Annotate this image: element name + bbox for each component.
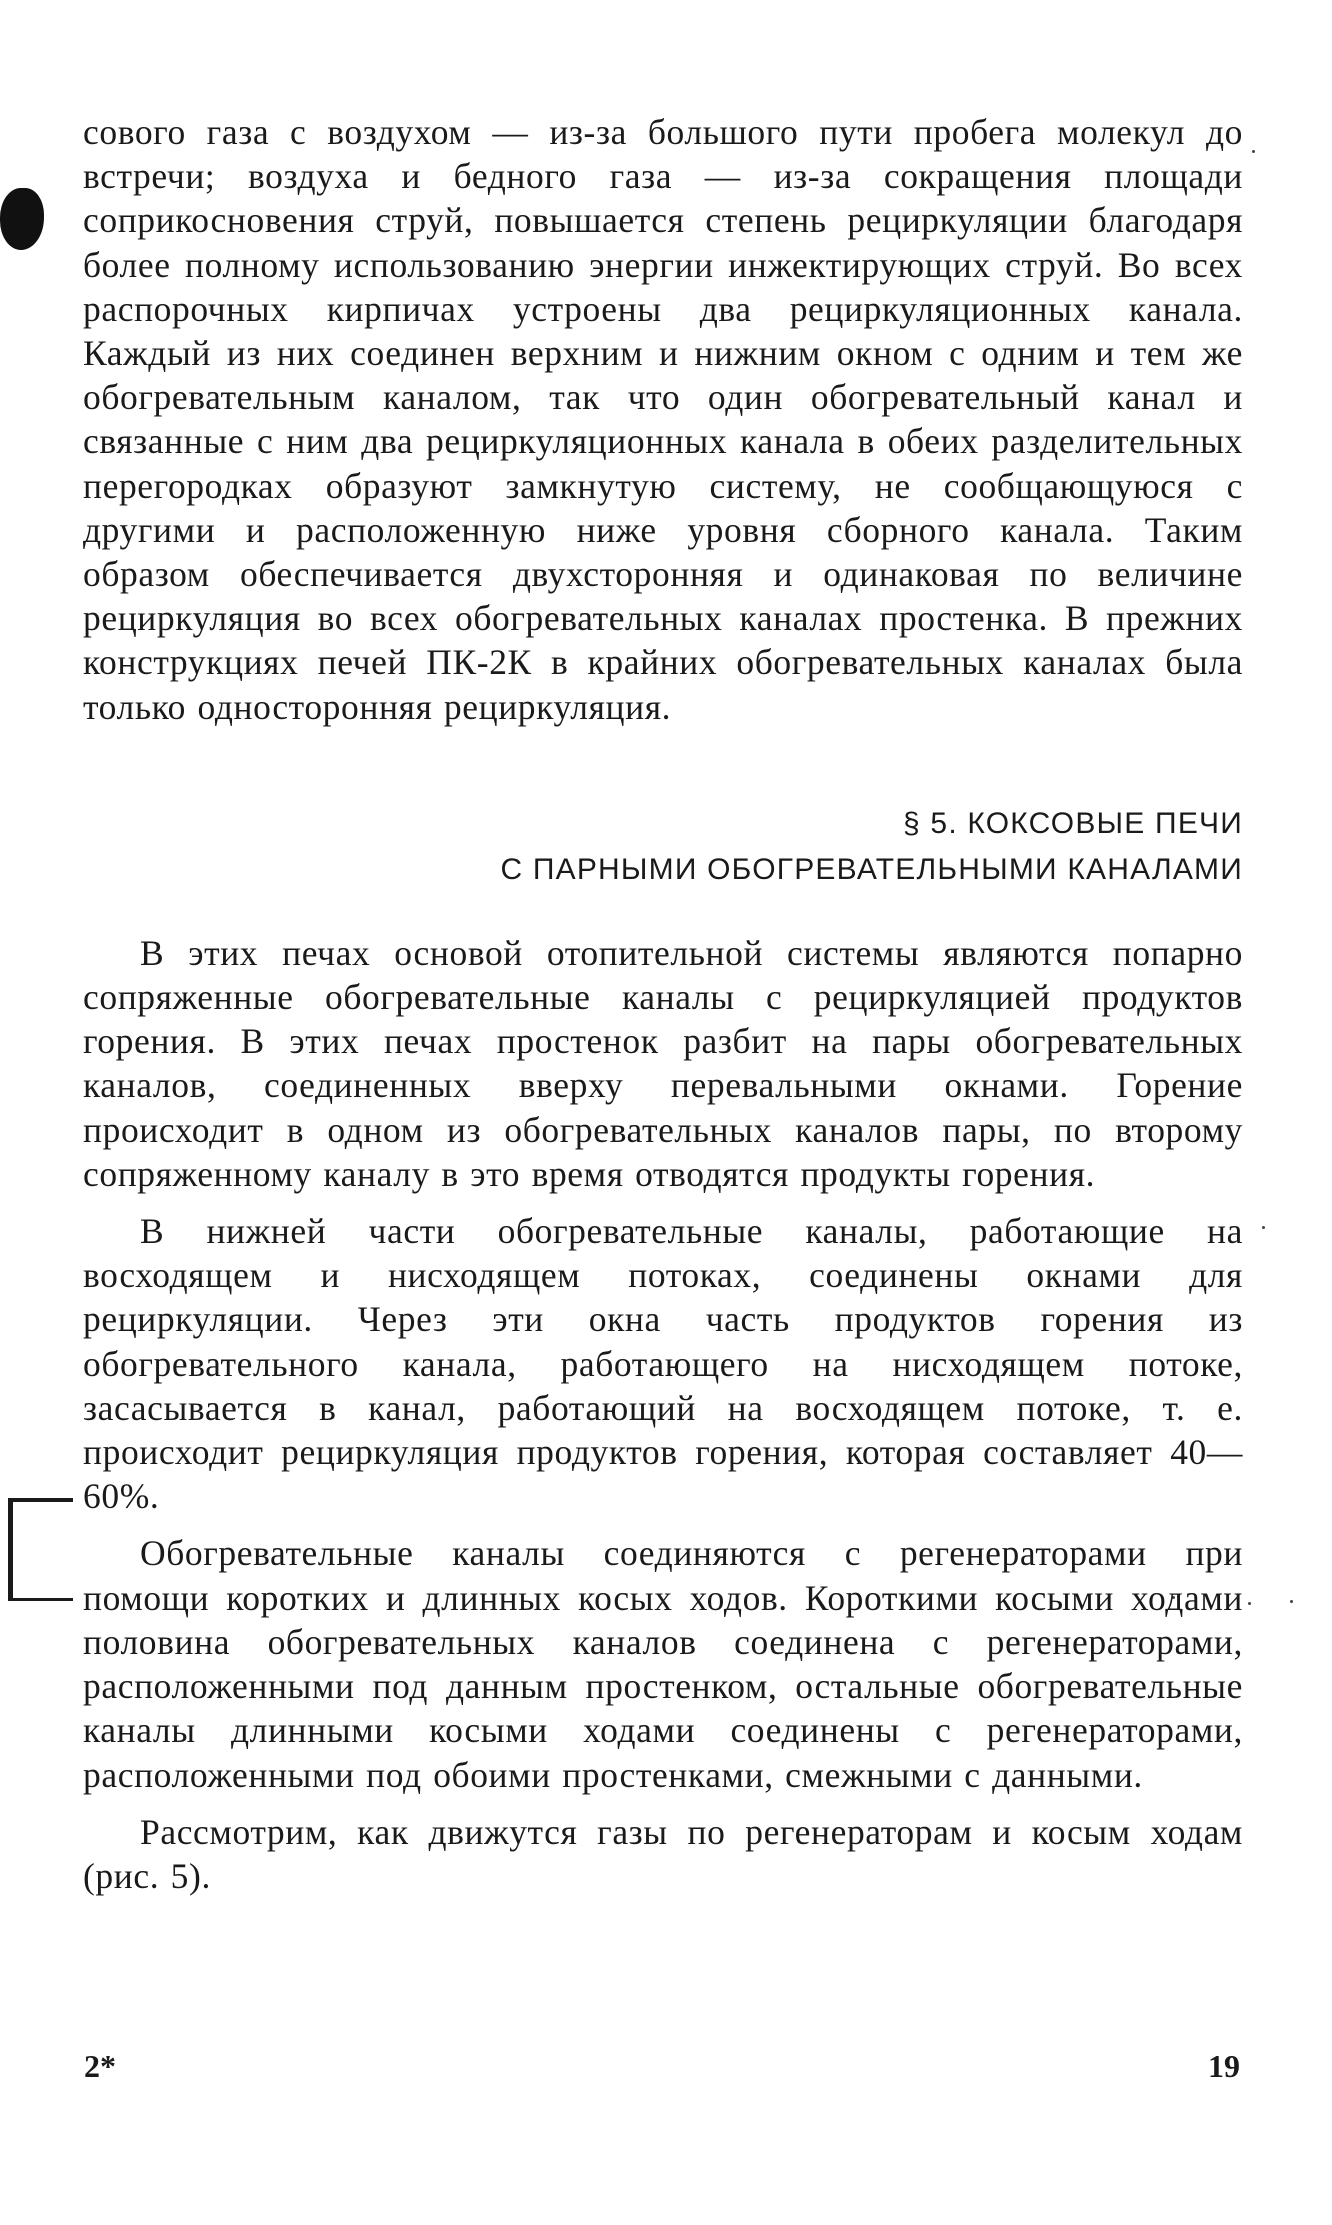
section-heading	[83, 801, 1243, 893]
page-body	[83, 110, 1243, 1898]
section-heading-line-1: § 5. КОКСОВЫЕ ПЕЧИ	[903, 806, 1243, 840]
section-heading-line-2: С ПАРНЫМИ ОБОГРЕВАТЕЛЬНЫМИ КАНАЛАМИ	[500, 852, 1243, 886]
printer-signature-mark: 2*	[84, 2048, 116, 2084]
page-number: 19	[1208, 2048, 1240, 2084]
paper-speck	[1248, 1602, 1251, 1605]
paper-speck	[1262, 1226, 1265, 1229]
paper-speck	[1290, 1600, 1293, 1603]
paragraph-continued: сового газа с воздухом — из-за большого пути пробега молекул до встречи; воздуха и бедного газа — из-за сокращения площади соприкосновения струй, повышается степень рециркуляции благодаря более полному использованию энергии инжектирующих струй. Во всех распорочных кирпичах устроены два рециркуляционных канала. Каждый из них соединен верхним и нижним окном с одним и тем же обогревательным каналом, так что один обогревательный канал и связанные с ним два рециркуляционных канала в обеих разделительных перегородках образуют замкнутую систему, не сообщающуюся с другими и расположенную ниже уровня сборного канала. Таким образом обеспечивается двухсторонняя и одинаковая по величине рециркуляция во всех обогревательных каналах простенка. В прежних конструкциях печей ПК-2К в крайних обогревательных каналах была только односторонняя рециркуляция.	[83, 112, 1243, 727]
paper-speck	[1252, 150, 1255, 153]
paragraph: Рассмотрим, как движутся газы по регенераторам и косым ходам (рис. 5).	[83, 1811, 1243, 1896]
ink-blot	[0, 188, 44, 250]
margin-bracket-mark	[8, 1498, 73, 1601]
paragraph: В этих печах основой отопительной системы являются попарно сопряженные обогревательные каналы с рециркуляцией продуктов горения. В этих печах простенок разбит на пары обогревательных каналов, соединенных вверху перевальными окнами. Горение происходит в одном из обогревательных каналов пары, по второму сопряженному каналу в это время отводятся продукты горения.	[83, 932, 1243, 1194]
paragraph: Обогревательные каналы соединяются с регенераторами при помощи коротких и длинных косых ходов. Короткими косыми ходами половина обогревательных каналов соединена с регенераторами, расположенными под данным простенком, остальные обогревательные каналы длинными косыми ходами соединены с регенераторами, расположенными под обоими простенками, смежными с данными.	[83, 1533, 1243, 1795]
paragraph: В нижней части обогревательные каналы, работающие на восходящем и нисходящем потоках, соединены окнами для рециркуляции. Через эти окна часть продуктов горения из обогревательного канала, работающего на нисходящем потоке, засасывается в канал, работающий на восходящем потоке, т. е. происходит рециркуляция продуктов горения, которая составляет 40—60%.	[83, 1211, 1243, 1517]
